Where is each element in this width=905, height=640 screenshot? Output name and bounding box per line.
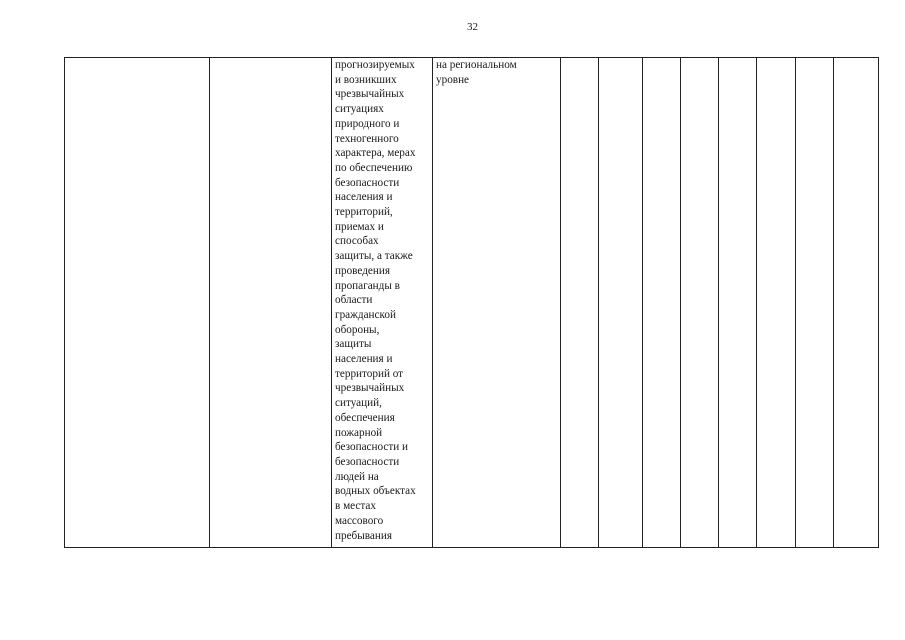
measure-description-line: гражданской <box>335 308 396 321</box>
table-row <box>65 58 879 548</box>
table-cell-col-1 <box>65 58 210 548</box>
table-cell-col-5 <box>561 58 599 548</box>
measure-description-line: пожарной <box>335 426 383 439</box>
measure-description-line: людей на <box>335 470 379 483</box>
table-cell-col-10 <box>757 58 796 548</box>
measure-description-line: защиты, а также <box>335 250 413 263</box>
measure-description-line: приемах и <box>335 220 384 233</box>
table-cell-col-9 <box>719 58 757 548</box>
implementation-level-line: уровне <box>436 73 470 86</box>
implementation-level-line: на региональном <box>436 59 517 71</box>
measure-description-line: характера, мерах <box>335 147 416 160</box>
measure-description-line: территорий от <box>335 367 404 380</box>
measure-description-line: населения и <box>335 191 393 204</box>
measure-description-line: безопасности и <box>335 441 408 454</box>
measure-description-line: обеспечения <box>335 411 395 424</box>
measure-description-line: населения и <box>335 353 393 366</box>
measure-description-line: в местах <box>335 500 376 513</box>
measure-description-line: массового <box>335 514 384 527</box>
measure-description-line: по обеспечению <box>335 161 413 174</box>
measure-description-line: пребывания <box>335 529 392 542</box>
measure-description-line: ситуаций, <box>335 397 382 410</box>
table-cell-col-7 <box>643 58 681 548</box>
measure-description-line: безопасности <box>335 455 400 468</box>
measure-description-line: обороны, <box>335 323 380 336</box>
measure-description-line: области <box>335 294 373 307</box>
measure-description-line: безопасности <box>335 176 400 189</box>
table-cell-col-8 <box>681 58 719 548</box>
measure-description-line: водных объектах <box>335 485 416 498</box>
measure-description-line: и возникших <box>335 73 397 86</box>
measure-description-line: ситуациях <box>335 103 384 116</box>
measure-description-line: чрезвычайных <box>335 382 405 395</box>
measure-description-line: пропаганды в <box>335 279 400 292</box>
measure-description-line: чрезвычайных <box>335 88 405 101</box>
table-cell-col-6 <box>599 58 643 548</box>
measure-description-line: проведения <box>335 264 390 277</box>
measure-description-line: прогнозируемых <box>335 59 415 71</box>
table-cell-col-2 <box>210 58 332 548</box>
measure-description-line: способах <box>335 235 379 248</box>
measure-description-line: техногенного <box>335 132 399 145</box>
measure-description-cell <box>332 58 433 548</box>
measure-description-line: территорий, <box>335 206 393 219</box>
measure-description-line: природного и <box>335 117 400 130</box>
page-number: 32 <box>467 21 478 33</box>
table-cell-col-12 <box>834 58 879 548</box>
measures-table <box>64 57 879 548</box>
table-cell-col-11 <box>796 58 834 548</box>
implementation-level-cell <box>433 58 561 548</box>
measure-description-line: защиты <box>335 338 372 351</box>
